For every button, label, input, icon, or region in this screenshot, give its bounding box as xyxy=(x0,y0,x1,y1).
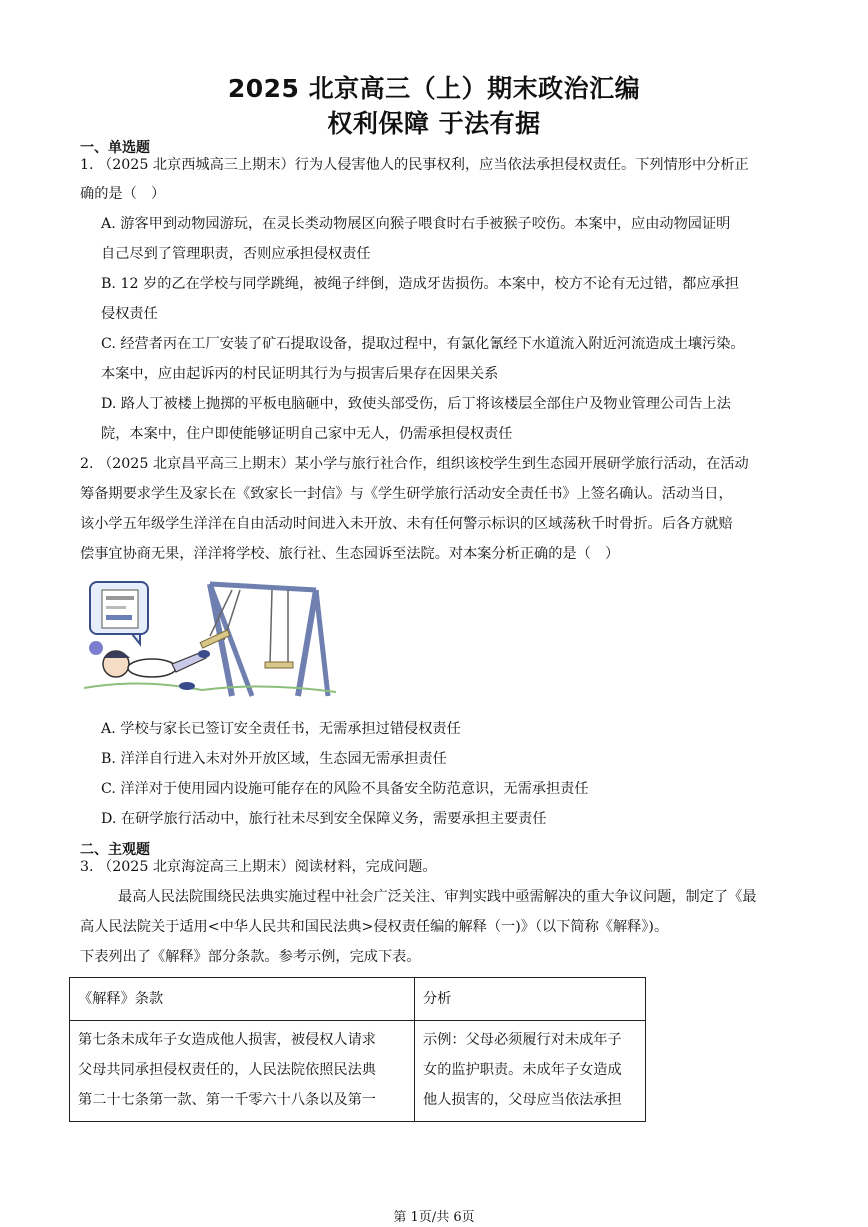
q1-option-b: B. 12 岁的乙在学校与同学跳绳，被绳子绊倒，造成牙齿损伤。本案中，校方不论有无过错，都应承担 xyxy=(101,276,739,292)
analysis-line: 他人损害的，父母应当依法承担 xyxy=(423,1092,622,1108)
q1-option-a-cont: 自己尽到了管理职责，否则应承担侵权责任 xyxy=(101,246,371,262)
q2-option-b: B. 洋洋自行进入未对外开放区域，生态园无需承担责任 xyxy=(101,751,447,767)
section-heading-single-choice: 一、单选题 xyxy=(80,140,150,156)
section-heading-subjective: 二、主观题 xyxy=(80,842,150,858)
analysis-line: 女的监护职责。未成年子女造成 xyxy=(423,1062,622,1078)
q1-option-b-cont: 侵权责任 xyxy=(101,306,158,322)
table-row xyxy=(70,1021,646,1122)
q2-option-c: C. 洋洋对于使用园内设施可能存在的风险不具备安全防范意识，无需承担责任 xyxy=(101,781,589,797)
q1-option-c-cont: 本案中，应由起诉丙的村民证明其行为与损害后果存在因果关系 xyxy=(101,366,499,382)
q1-option-c: C. 经营者丙在工厂安装了矿石提取设备，提取过程中，有氯化氰经下水道流入附近河流造成土壤污染。 xyxy=(101,336,745,352)
clause-line: 第二十七条第一款、第一千零六十八条以及第一 xyxy=(78,1092,376,1108)
table-cell-clause xyxy=(70,1021,415,1122)
q1-stem-line: 1. （2025 北京西城高三上期末）行为人侵害他人的民事权利，应当依法承担侵权责任。下列情形中分析正 xyxy=(80,157,749,173)
q2-stem-line: 筹备期要求学生及家长在《致家长一封信》与《学生研学旅行活动安全责任书》上签名确认。活动当日， xyxy=(80,486,733,502)
q2-stem-line: 2. （2025 北京昌平高三上期末）某小学与旅行社合作，组织该校学生到生态园开展研学旅行活动，在活动 xyxy=(80,456,749,472)
q3-instruction: 下表列出了《解释》部分条款。参考示例，完成下表。 xyxy=(80,949,421,965)
q3-material-line: 高人民法院关于适用<中华人民共和国民法典>侵权责任编的解释（一)》（以下简称《解释》)。 xyxy=(80,919,669,935)
interpretation-table xyxy=(69,977,646,1122)
analysis-line: 示例：父母必须履行对未成年子 xyxy=(423,1032,622,1048)
table-header-cell: 分析 xyxy=(415,978,646,1021)
q1-option-d: D. 路人丁被楼上抛掷的平板电脑砸中，致使头部受伤，后丁将该楼层全部住户及物业管理公司告上法 xyxy=(101,396,731,412)
q1-stem-line: 确的是（ ） xyxy=(80,186,166,202)
page-footer: 第 1页/共 6页 xyxy=(393,1210,475,1225)
q2-stem-line: 偿事宜协商无果，洋洋将学校、旅行社、生态园诉至法院。对本案分析正确的是（ ） xyxy=(80,546,620,562)
table-header-row xyxy=(70,978,646,1021)
q2-option-a: A. 学校与家长已签订安全责任书，无需承担过错侵权责任 xyxy=(101,721,461,737)
q3-stem: 3. （2025 北京海淀高三上期末）阅读材料，完成问题。 xyxy=(80,859,437,875)
q1-option-a: A. 游客甲到动物园游玩，在灵长类动物展区向猴子喂食时右手被猴子咬伤。本案中，应由动物园证明 xyxy=(101,216,731,232)
clause-line: 父母共同承担侵权责任的，人民法院依照民法典 xyxy=(78,1062,376,1078)
page-title: 2025 北京高三（上）期末政治汇编 xyxy=(227,74,641,103)
q2-stem-line: 该小学五年级学生洋洋在自由活动时间进入未开放、未有任何警示标识的区域荡秋千时骨折。后各方就赔 xyxy=(80,516,733,532)
page-subtitle: 权利保障 于法有据 xyxy=(327,109,541,138)
q2-option-d: D. 在研学旅行活动中，旅行社未尽到安全保障义务，需要承担主要责任 xyxy=(101,811,547,827)
q3-material-line: 最高人民法院围绕民法典实施过程中社会广泛关注、审判实践中亟需解决的重大争议问题，制定了《最 xyxy=(118,889,757,905)
clause-line: 第七条未成年子女造成他人损害，被侵权人请求 xyxy=(78,1032,376,1048)
swing-accident-illustration xyxy=(82,578,338,704)
q1-option-d-cont: 院，本案中，住户即使能够证明自己家中无人，仍需承担侵权责任 xyxy=(101,426,513,442)
table-cell-analysis xyxy=(415,1021,646,1122)
table-header-cell: 《解释》条款 xyxy=(70,978,415,1021)
